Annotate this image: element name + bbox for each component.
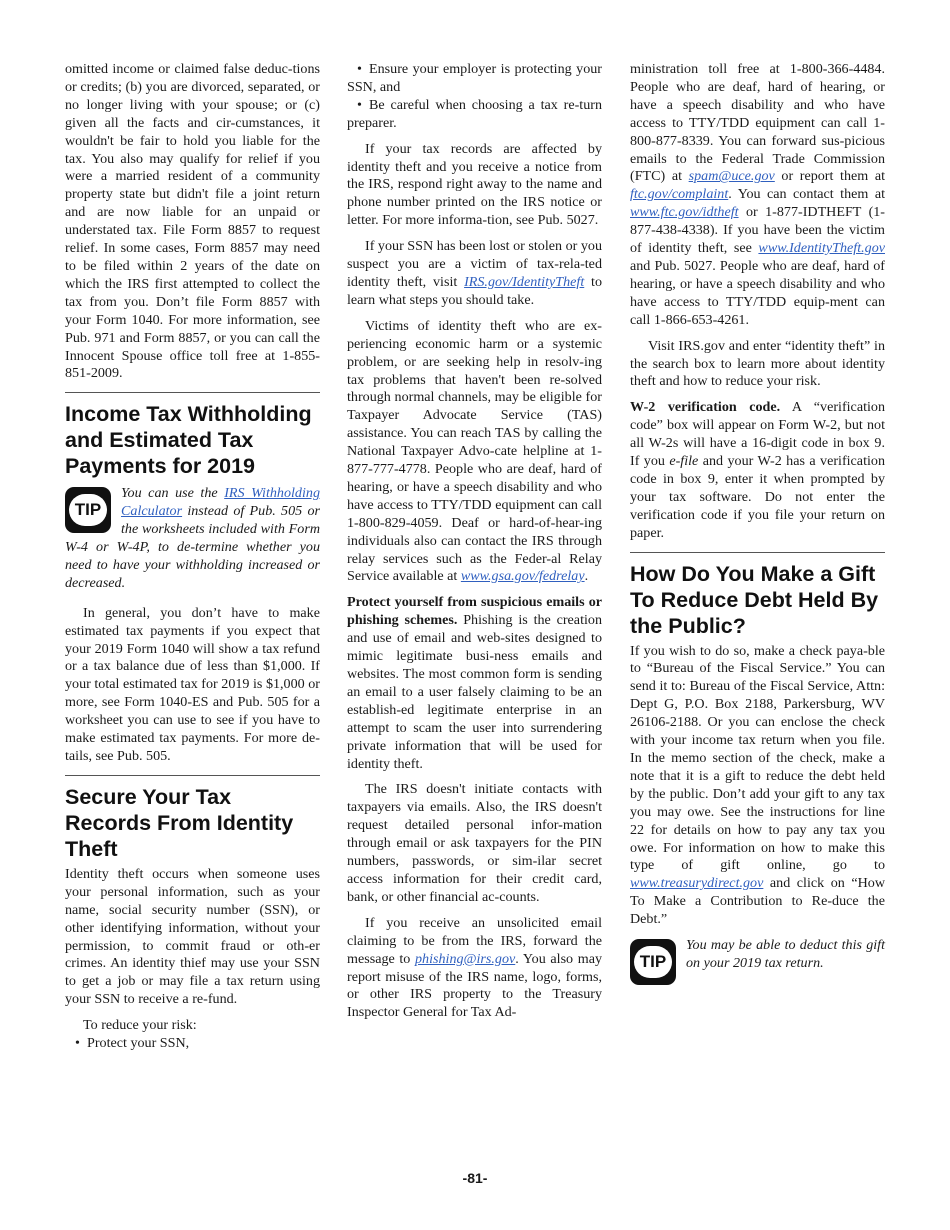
- tip-text-gift: You may be able to deduct this gift on your 2019 tax return.: [686, 937, 885, 971]
- identity-theft-paragraph: Identity theft occurs when someone uses your personal information, such as your name, social security number (SSN), or other identifying information, without your permission, to commit fraud or oth-er crimes. An identity thief may use your SSN to get a job or may file a tax return using your SSN to receive a re-fund.: [65, 865, 320, 1008]
- bullet-employer-ssn: • Ensure your employer is protecting your SSN, and: [347, 61, 602, 97]
- tas-paragraph: [347, 318, 602, 587]
- unsolicited-email-paragraph: [347, 915, 602, 1022]
- phishing-text: Phishing is the creation and use of email and web-sites designed to mimic legitimate busi-ness emails and websites. The most common form is sending an email to a user falsely claiming to be an establish-ed legitimate enterprise in an attempt to scam the user into surrendering private information that will be used for identity theft.: [347, 612, 602, 772]
- gift-text-1: If you wish to do so, make a check paya-ble to “Bureau of the Fiscal Service.” You can send it to: Bureau of the Fiscal Service, Attn: Dept G, P.O. Box 2188, Parkersburg, WV 26106-2188. Or you can enclose the check with your income tax return when you file. In the memo section of the check, make a note that it is a gift to reduce the debt held by the public. Don’t add your gift to any tax you may owe. See the instructions for line 22 for details on how to pay any tax you owe. For information on how to make this type of gift online, go to: [630, 642, 885, 874]
- tip-box-gift: [630, 937, 885, 989]
- gift-paragraph: [630, 643, 885, 930]
- tigta-text-3: . You can contact them at: [728, 186, 885, 203]
- section-divider: [630, 552, 885, 553]
- column-2: [347, 61, 602, 1030]
- tip-text-post: instead of Pub. 505 or the worksheets included with Form W-4 or W-4P, to de-termine whether you need to have your withholding increased or decreased.: [65, 503, 320, 591]
- tip-text-pre: You can use the: [121, 485, 225, 502]
- unsolicited-pre: If you receive an unsolicited email claiming to be from the IRS, forward the message to: [347, 914, 602, 967]
- tigta-text-5: and Pub. 5027. People who are deaf, hard of hearing, or have a speech disability and who have access to TTY/TDD equip-ment can call 1-866-653-4261.: [630, 257, 885, 328]
- section-divider: [65, 775, 320, 776]
- column-3: [630, 61, 885, 1001]
- tip-icon-label: TIP: [69, 494, 107, 526]
- spam-email-link[interactable]: spam@uce.gov: [688, 168, 775, 185]
- tip-icon: [630, 939, 676, 985]
- identitytheft-gov-link[interactable]: www.IdentityTheft.gov: [758, 240, 885, 257]
- innocent-spouse-paragraph: omitted income or claimed false deduc-tions or credits; (b) you are divorced, separated, or no longer living with your spouse; or (c) given all the facts and cir-cumstances, it wouldn't be fair to hold you liable for the tax. You also may qualify for relief if you were a married resident of a community property state but didn't file a joint return and are now liable for an unpaid or understated tax. File Form 8857 to request relief. In some cases, Form 8857 may need to be filed within 2 years of the date on which the IRS first attempted to collect the tax from you. Don’t file Form 8857 with your Form 1040. For more information, see Pub. 971 and Form 8857, or you can call the Innocent Spouse office toll free at 1-855-851-2009.: [65, 61, 320, 382]
- lost-ssn-pre: If your SSN has been lost or stolen or you suspect you are a victim of tax-rela-ted identity theft, visit: [347, 238, 602, 290]
- heading-gift: How Do You Make a Gift To Reduce Debt Held By the Public?: [630, 561, 879, 638]
- lost-ssn-paragraph: [347, 238, 602, 310]
- irs-notice-paragraph: If your tax records are affected by identity theft and you receive a notice from the IRS, respond right away to the name and phone number printed on the IRS notice or letter. For more informa-tion, see Pub. 5027.: [347, 140, 602, 229]
- bullet-tax-preparer: • Be careful when choosing a tax re-turn preparer.: [347, 97, 602, 133]
- w2-verification-paragraph: [630, 399, 885, 542]
- heading-identity-theft: Secure Your Tax Records From Identity Theft: [65, 784, 294, 861]
- tigta-paragraph: [630, 61, 885, 330]
- tas-pre: Victims of identity theft who are ex-periencing economic harm or a systemic problem, or are seeking help in resolv-ing tax problems that haven't been re-solved through normal channels, may be eligible for Taxpayer Advocate Service (TAS) assistance. You can reach TAS by calling the National Taxpayer Advo-cate helpline at 1-877-777-4778. People who are deaf, hard of hearing, or have a speech disability and who have access to TTY/TDD equipment can call 1-800-829-4059. Deaf or hard-of-hear-ing individuals also can contact the IRS through relay services such as the Feder-al Relay Service available at: [347, 317, 602, 585]
- w2-efile-term: e-file: [669, 453, 699, 470]
- heading-withholding: Income Tax Withholding and Estimated Tax Payments for 2019: [65, 402, 312, 479]
- column-1: [65, 61, 320, 1053]
- unsolicited-post: . You also may report misuse of the IRS name, logo, forms, or other IRS property to the Treasury Inspector General for Tax Ad-: [347, 950, 602, 1021]
- irs-contact-paragraph: The IRS doesn't initiate contacts with taxpayers via emails. Also, the IRS doesn't request detailed personal infor-mation through email or ask taxpayers for the PIN numbers, passwords, or sim-ilar secret access information for their credit card, bank, or other financial ac-counts.: [347, 781, 602, 905]
- gift-text-2: and click on “How To Make a Contribution to Re-duce the Debt.”: [630, 875, 885, 928]
- tigta-text-4: or 1-877-IDTHEFT (1-877-438-4338). If you have been the victim of identity theft, see: [630, 204, 885, 257]
- tas-post: .: [584, 568, 589, 585]
- phishing-heading: Protect yourself from suspicious emails or phishing schemes.: [347, 594, 602, 629]
- tigta-text-1: ministration toll free at 1-800-366-4484. People who are deaf, hard of hearing, or have a speech disability and who have access to TTY/TDD equipment can call 1-800-877-8339. You can forward sus-picious emails to the Federal Trade Commission (FTC) at: [630, 61, 885, 185]
- section-divider: [65, 392, 320, 393]
- tip-icon-label: TIP: [634, 946, 672, 978]
- tip-box-withholding: [65, 485, 320, 592]
- irs-identity-theft-link[interactable]: IRS.gov/IdentityTheft: [464, 273, 585, 290]
- bullet-protect-ssn: • Protect your SSN,: [65, 1035, 320, 1053]
- estimated-tax-paragraph: In general, you don’t have to make estimated tax payments if you expect that your 2019 Form 1040 will show a tax refund or a tax balance due of less than $1,000. If your total estimated tax for 2019 is $1,000 or more, see Form 1040-ES and Pub. 505 for a worksheet you can use to see if you have to make estimated tax payments. For more de-tails, see Pub. 505.: [65, 604, 320, 764]
- page-number: -81-: [462, 1170, 488, 1186]
- ftc-idtheft-link[interactable]: www.ftc.gov/idtheft: [630, 204, 739, 221]
- reduce-risk-intro: To reduce your risk:: [83, 1017, 197, 1034]
- tip-icon: [65, 487, 111, 533]
- fedrelay-link[interactable]: www.gsa.gov/fedrelay: [460, 568, 585, 585]
- w2-verification-heading: W-2 verification code.: [630, 399, 781, 416]
- visit-irs-paragraph: Visit IRS.gov and enter “identity theft” in the search box to learn more about identity theft and how to reduce your risk.: [630, 337, 885, 390]
- phishing-email-link[interactable]: phishing@irs.gov: [414, 950, 516, 967]
- w2-text-2: and your W-2 has a verification code in box 9, enter it when prompted by your tax software. Do not enter the verification code if you file your return on paper.: [630, 453, 885, 541]
- lost-ssn-post: to learn what steps you should take.: [347, 273, 602, 308]
- w2-text-1: A “verification code” box will appear on Form W-2, but not all W-2s will have a 16-digit code in box 9. If you: [630, 399, 885, 470]
- treasurydirect-link[interactable]: www.treasurydirect.gov: [630, 875, 764, 892]
- irs-withholding-calculator-link[interactable]: IRS Withholding Calculator: [121, 485, 320, 520]
- ftc-complaint-link[interactable]: ftc.gov/complaint: [630, 186, 729, 203]
- phishing-paragraph: [347, 594, 602, 773]
- tigta-text-2: or report them at: [774, 168, 885, 185]
